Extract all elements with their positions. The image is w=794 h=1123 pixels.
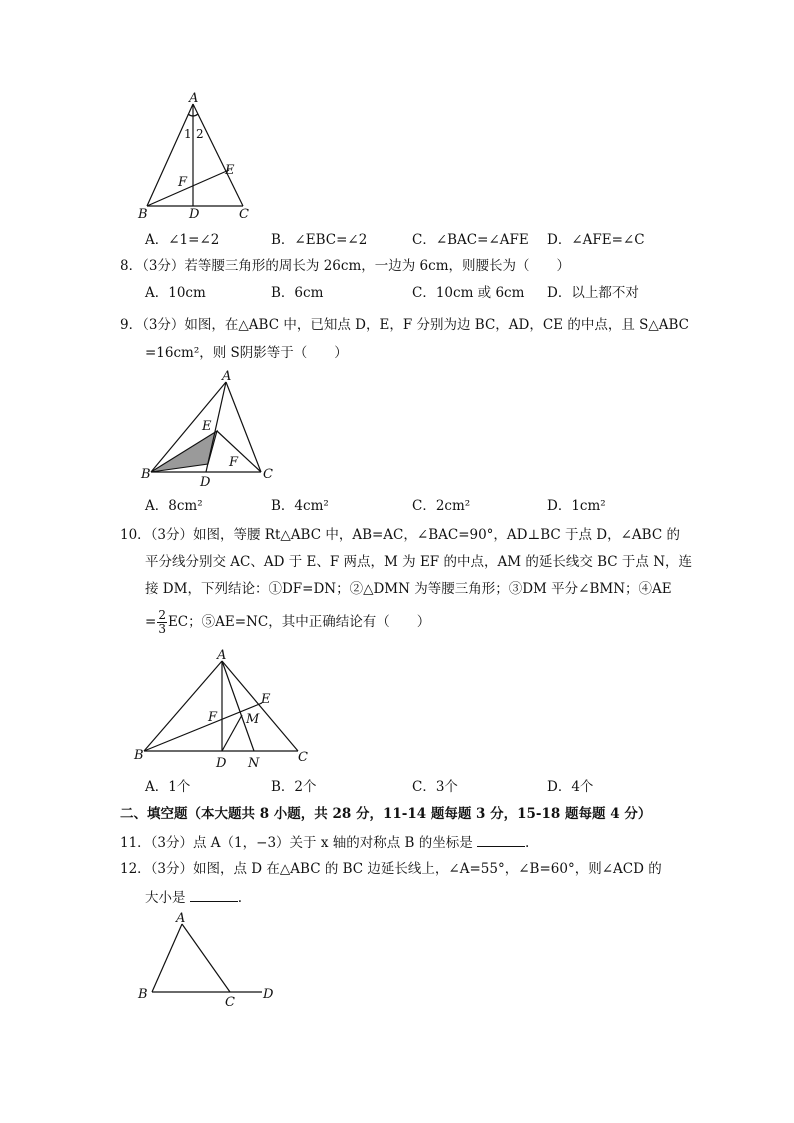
q10-option-a: A．1个 — [145, 779, 191, 795]
q7-option-b: B．∠EBC=∠2 — [271, 232, 368, 248]
q10-option-b: B．2个 — [271, 779, 317, 795]
fig7-label-d: D — [189, 207, 200, 222]
fig10-label-f: F — [208, 710, 218, 725]
fig7-label-c: C — [239, 207, 249, 222]
q8-option-a: A．10cm — [145, 285, 206, 301]
fig12-label-d: D — [263, 987, 274, 1002]
figure-q9 — [135, 368, 285, 490]
fig12-label-c: C — [225, 995, 235, 1008]
section-2-heading: 二、填空题（本大题共 8 小题，共 28 分，11-14 题每题 3 分，15-18 题每题 4 分） — [120, 806, 652, 822]
q9-option-c: C．2cm² — [412, 498, 471, 514]
fig9-label-f: F — [229, 455, 239, 470]
q12-question-line1: 12．（3分）如图，点 D 在△ABC 的 BC 边延长线上，∠A=55°，∠B=60°，则∠ACD 的 — [120, 861, 662, 877]
figure-q7 — [130, 90, 260, 230]
fig7-label-b: B — [138, 207, 148, 222]
q9-option-b: B．4cm² — [271, 498, 329, 514]
q10-question-line2: 平分线分别交 AC、AD 于 E、F 两点，M 为 EF 的中点，AM 的延长线交 BC 于点 N，连 — [145, 554, 693, 570]
q12-text: 大小是 — [145, 890, 186, 906]
q11-question — [120, 833, 529, 852]
fig10-label-a: A — [217, 648, 227, 663]
q9-question-line1: 9．（3分）如图，在△ABC 中，已知点 D，E，F 分别为边 BC，AD，CE 的中点，且 S△ABC — [120, 317, 689, 333]
q8-option-c: C．10cm 或 6cm — [412, 285, 525, 301]
fig7-label-a: A — [189, 91, 199, 106]
q7-option-c: C．∠BAC=∠AFE — [412, 232, 529, 248]
q8-option-d: D．以上都不对 — [547, 285, 639, 301]
fig10-label-c: C — [298, 750, 308, 765]
fig12-label-b: B — [138, 987, 148, 1002]
fig9-label-d: D — [200, 475, 211, 490]
fig10-label-b: B — [134, 748, 144, 763]
fig10-label-m: M — [246, 712, 260, 727]
fig10-label-d: D — [216, 756, 227, 771]
q11-end: . — [525, 835, 530, 851]
q8-option-b: B．6cm — [271, 285, 324, 301]
fig7-angle-2: 2 — [196, 127, 204, 141]
q9-question-line2: =16cm²，则 S阴影等于（ ） — [145, 345, 348, 361]
q7-option-d: D．∠AFE=∠C — [547, 232, 645, 248]
q7-option-a: A．∠1=∠2 — [145, 232, 220, 248]
q12-answer-blank[interactable] — [190, 888, 238, 902]
figure-q12 — [130, 908, 290, 1008]
q10-option-c: C．3个 — [412, 779, 458, 795]
q10-line4-prefix: = — [145, 614, 157, 630]
q10-option-d: D．4个 — [547, 779, 594, 795]
q11-answer-blank[interactable] — [477, 833, 525, 847]
fig9-label-b: B — [141, 467, 151, 482]
q10-question-line4 — [145, 607, 430, 637]
fig9-label-c: C — [263, 467, 273, 482]
q12-question-line2 — [145, 888, 242, 907]
fig9-label-e: E — [202, 419, 212, 434]
fig10-label-e: E — [261, 692, 271, 707]
fig7-label-f: F — [178, 175, 188, 190]
figure-q10 — [130, 645, 320, 775]
q8-question: 8．（3分）若等腰三角形的周长为 26cm，一边为 6cm，则腰长为（ ） — [120, 258, 571, 274]
q10-line4-suffix: EC；⑤AE=NC，其中正确结论有（ ） — [167, 614, 431, 630]
fig7-label-e: E — [225, 163, 235, 178]
q11-text: 11．（3分）点 A（1，−3）关于 x 轴的对称点 B 的坐标是 — [120, 835, 473, 851]
q10-question-line3: 接 DM，下列结论：①DF=DN；②△DMN 为等腰三角形；③DM 平分∠BMN；④AE — [145, 581, 672, 597]
q12-end: . — [237, 890, 243, 906]
q10-fraction — [157, 609, 167, 636]
q10-fraction-numerator: 2 — [158, 608, 166, 622]
fig12-label-a: A — [176, 911, 186, 926]
q9-option-d: D．1cm² — [547, 498, 606, 514]
q9-option-a: A．8cm² — [145, 498, 203, 514]
q10-question-line1: 10．（3分）如图，等腰 Rt△ABC 中，AB=AC，∠BAC=90°，AD⊥BC 于点 D，∠ABC 的 — [120, 527, 680, 543]
q10-fraction-denominator: 3 — [158, 622, 166, 636]
fig10-label-n: N — [248, 756, 260, 771]
fig7-angle-1: 1 — [184, 127, 192, 141]
fig9-label-a: A — [222, 369, 232, 384]
